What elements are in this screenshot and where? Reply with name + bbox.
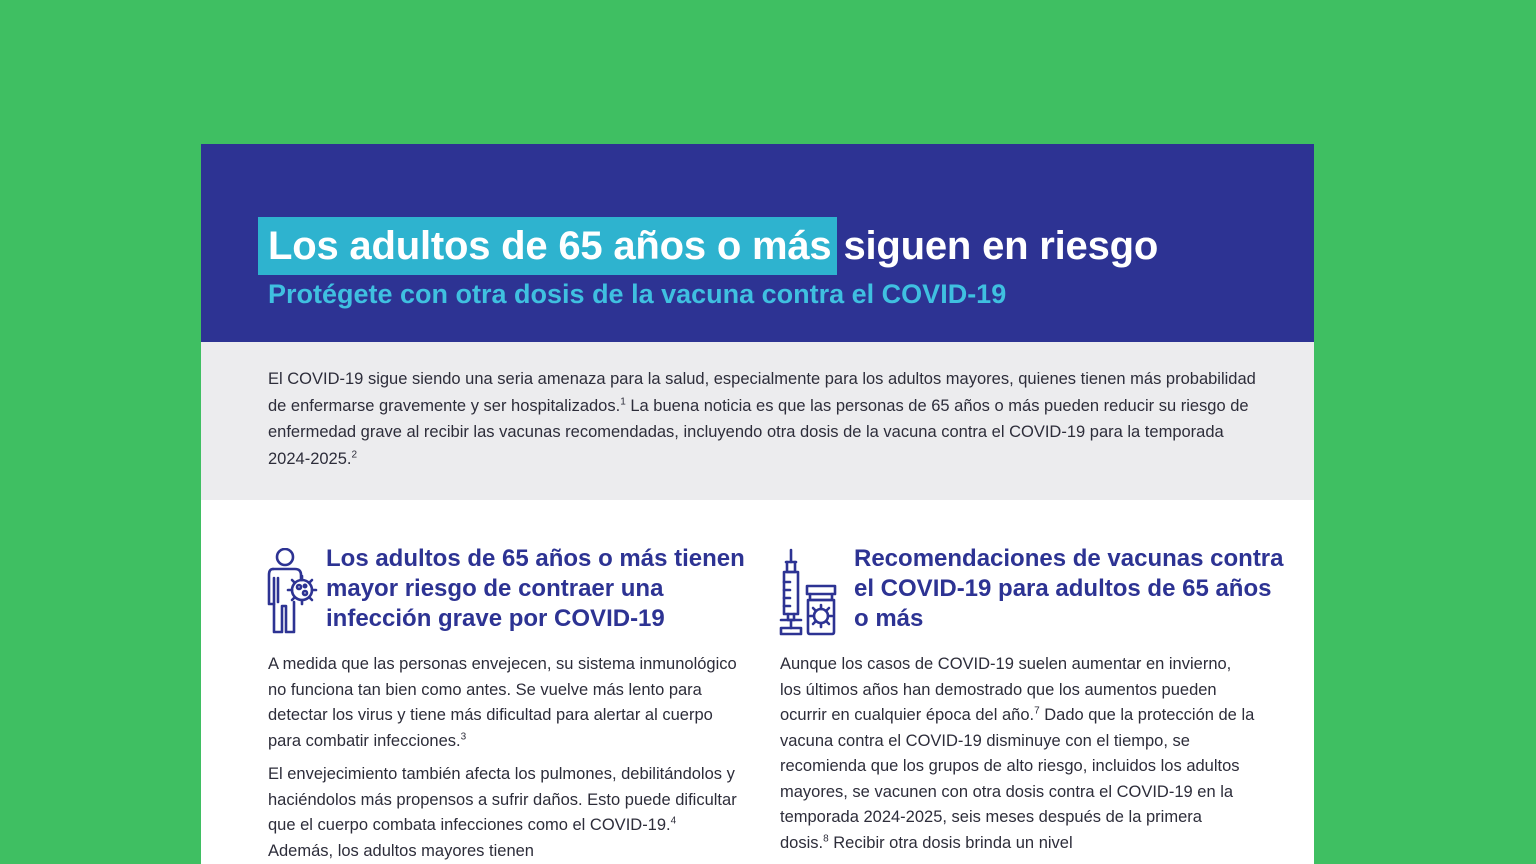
page-subtitle: Protégete con otra dosis de la vacuna contra el COVID-19 <box>268 279 1007 309</box>
intro-paragraph <box>268 366 1258 472</box>
footnote-ref: 2 <box>351 449 358 460</box>
risk-paragraph-1-text: A medida que las personas envejecen, su sistema inmunológico no funciona tan bien como antes. Se vuelve más lento para detectar los virus y tiene más dificultad para alertar al cuerpo para combatir infecciones. <box>268 655 737 750</box>
recommendations-text-3: Recibir otra dosis brinda un nivel <box>828 833 1073 852</box>
footnote-ref: 7 <box>1034 705 1040 717</box>
recommendations-text-1: Aunque los casos de COVID-19 suelen aumentar en invierno, los últimos años han demostrado que los aumentos pueden ocurrir en cualquier época del año. <box>780 655 1232 724</box>
title-highlight: Los adultos de 65 años o más <box>258 217 837 275</box>
syringe-vial-icon <box>777 548 841 641</box>
recommendations-section <box>777 540 1284 852</box>
recommendations-section-header <box>777 540 1284 640</box>
risk-section-header <box>265 540 745 640</box>
risk-paragraph-2 <box>268 762 743 864</box>
recommendations-paragraph-1 <box>780 652 1255 856</box>
person-virus-icon <box>265 548 323 639</box>
intro-text-2: La buena noticia es que las personas de 65 años o más pueden reducir su riesgo de enfermedad grave al recibir las vacunas recomendadas, incluyendo otra dosis de la vacuna contra el COVID-19 para la temporada 2024-2025. <box>268 396 1249 468</box>
recommendations-text-2: Dado que la protección de la vacuna contra el COVID-19 disminuye con el tiempo, se recomienda que los grupos de alto riesgo, incluidos los adultos mayores, se vacunen con otra dosis contra el COVID-19 en la temporada 2024-2025, seis meses después de la primera dosis. <box>780 706 1255 852</box>
title-rest: siguen en riesgo <box>843 224 1159 268</box>
risk-paragraph-2-text-2: Además, los adultos mayores tienen <box>268 841 534 860</box>
risk-paragraph-2-text-1: El envejecimiento también afecta los pulmones, debilitándolos y haciéndolos más propensos a sufrir daños. Esto puede dificultar que el cuerpo combata infecciones como el COVID-19. <box>268 765 737 834</box>
risk-section <box>265 540 745 860</box>
footnote-ref: 4 <box>670 815 677 827</box>
flyer-page <box>201 144 1314 864</box>
intro-text-1: El COVID-19 sigue siendo una seria amenaza para la salud, especialmente para los adultos mayores, quienes tienen más probabilidad de enfermarse gravemente y ser hospitalizados. <box>268 370 1256 415</box>
risk-section-title: Los adultos de 65 años o más tienen mayor riesgo de contraer una infección grave por COVID-19 <box>326 545 745 632</box>
risk-paragraph-1 <box>268 652 743 754</box>
footnote-ref: 8 <box>823 833 829 844</box>
recommendations-section-title: Recomendaciones de vacunas contra el COVID-19 para adultos de 65 años o más <box>854 545 1284 632</box>
recommendations-section-body <box>780 652 1255 864</box>
header-banner <box>201 144 1314 342</box>
page-title <box>258 217 1158 275</box>
intro-panel <box>201 342 1314 500</box>
footnote-ref: 1 <box>620 396 626 407</box>
footnote-ref: 3 <box>460 731 467 742</box>
risk-section-body <box>268 652 743 864</box>
